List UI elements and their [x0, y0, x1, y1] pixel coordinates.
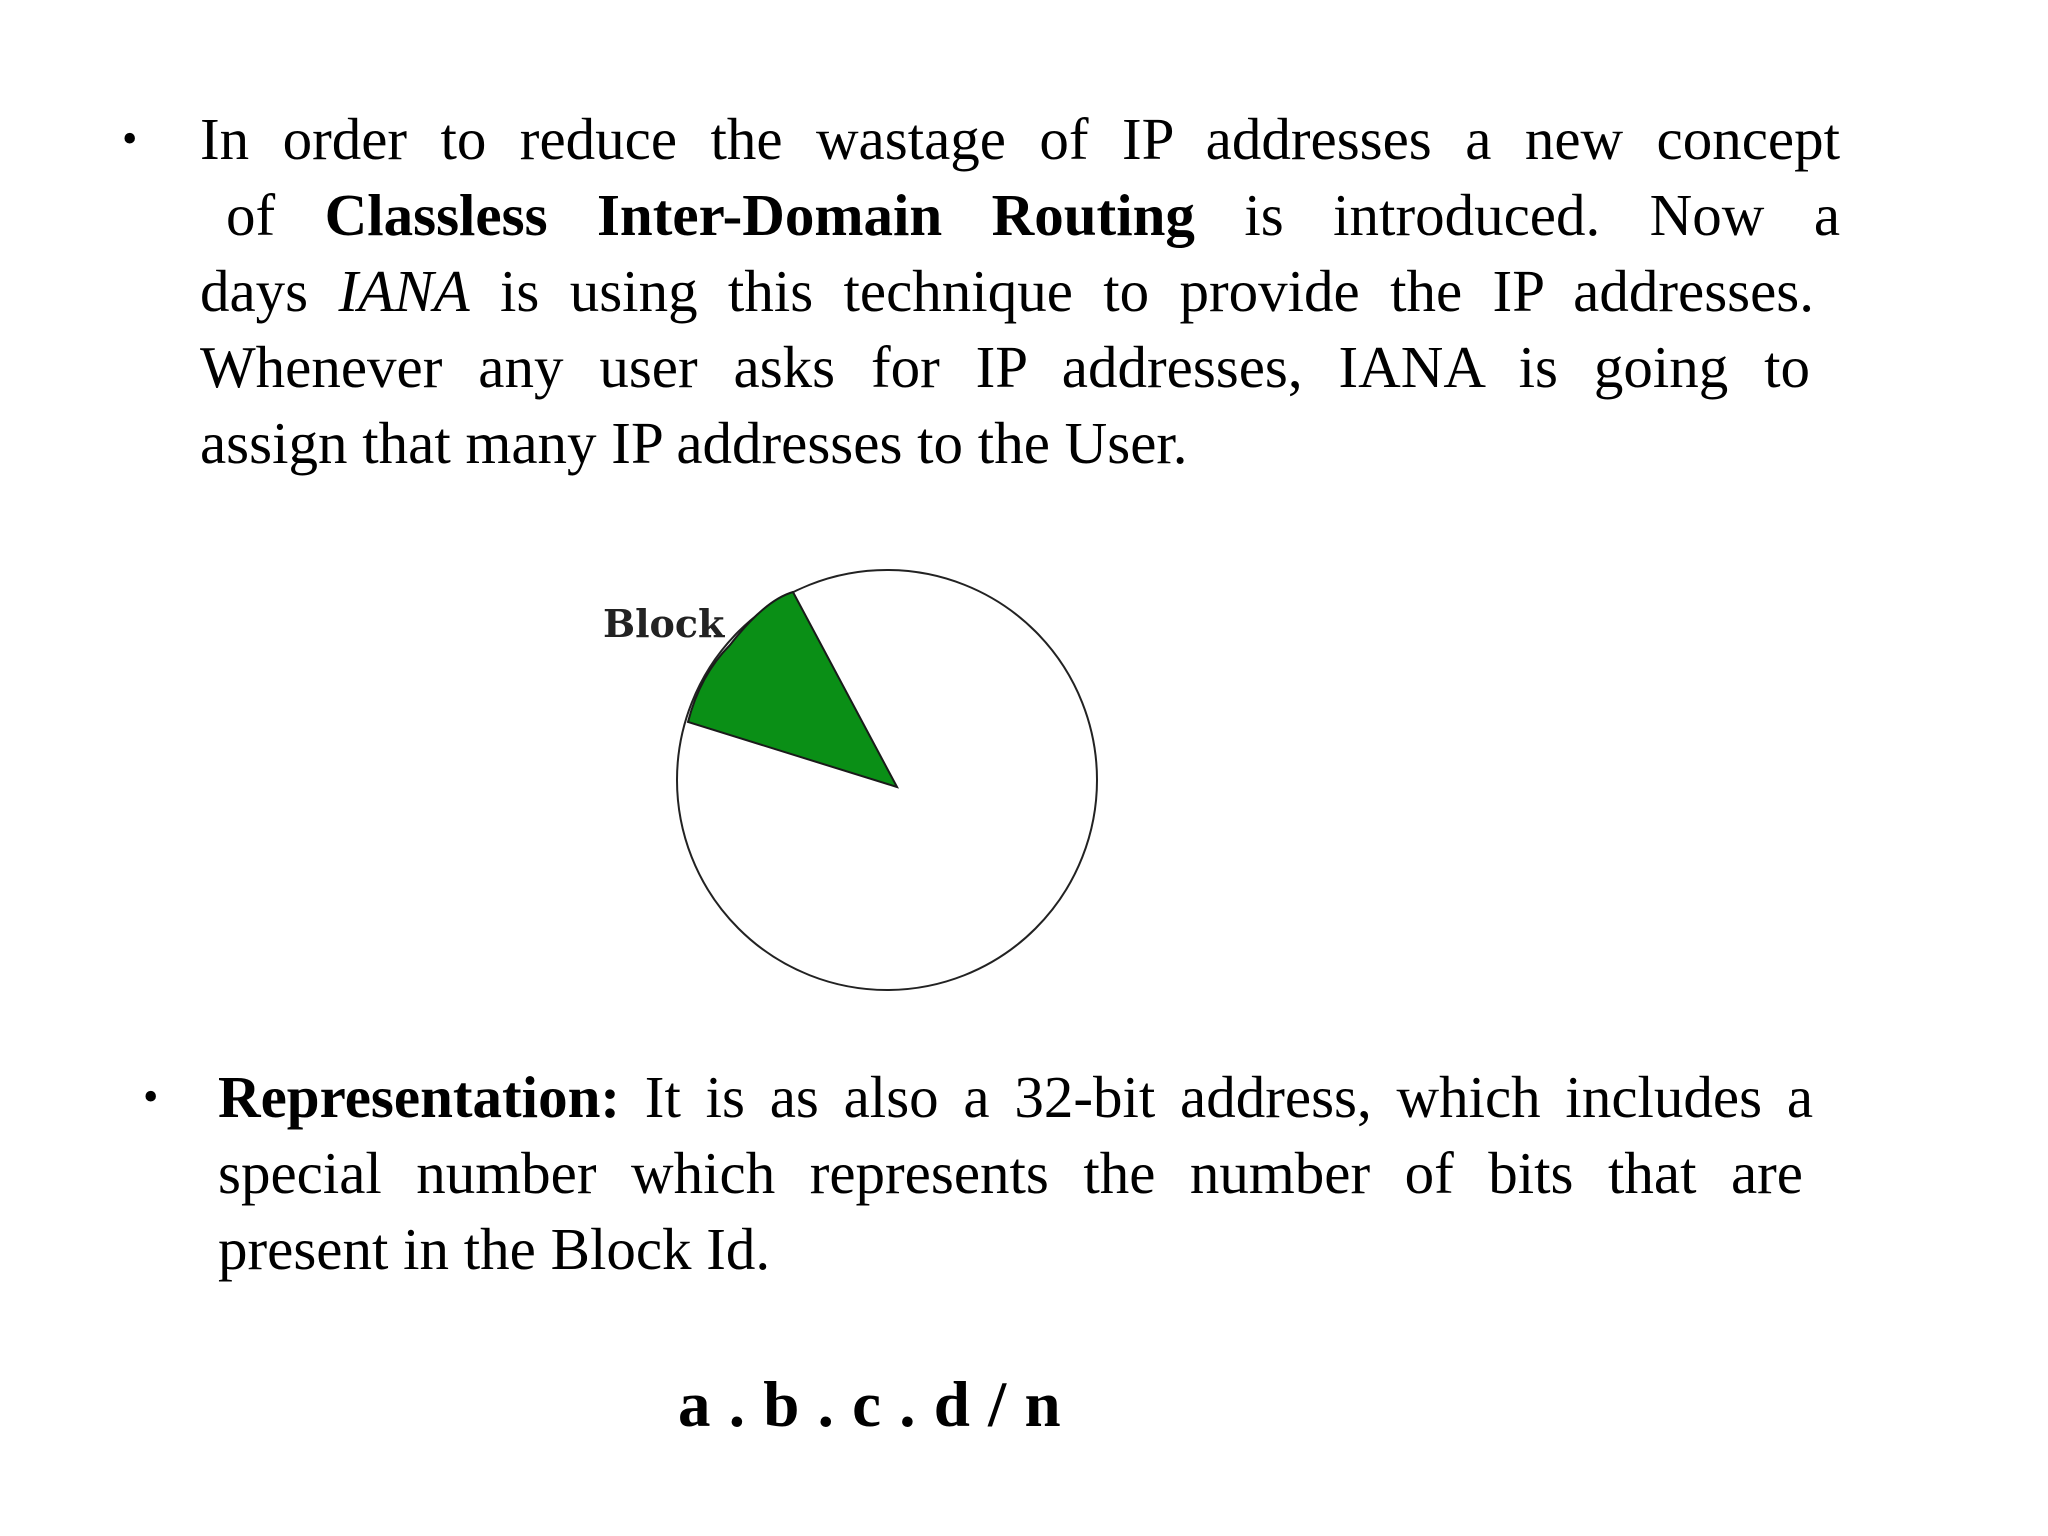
- text-run: In order to reduce the wastage of IP addresses a new concept: [200, 106, 1840, 172]
- text-run: days: [200, 258, 309, 324]
- representation-heading: Representation:: [218, 1064, 621, 1130]
- paragraph-line: [200, 329, 1810, 405]
- paragraph-line: [200, 405, 1840, 481]
- cidr-term: Classless Inter-Domain Routing: [324, 182, 1195, 248]
- cidr-notation: a . b . c . d / n: [678, 1369, 1062, 1441]
- paragraph-line: [218, 1211, 1813, 1287]
- paragraph-line: [200, 101, 1840, 177]
- iana-term: IANA: [338, 258, 470, 324]
- text-run: is using this technique to provide the IP addresses.: [500, 258, 1815, 324]
- text-run: special number which represents the number of bits that are: [218, 1140, 1803, 1206]
- text-run: Whenever any user asks for IP addresses, IANA is going to: [200, 334, 1810, 400]
- bullet-marker: •: [122, 114, 138, 163]
- bullet-marker: •: [143, 1072, 159, 1121]
- address-block-diagram: [580, 555, 1140, 1005]
- block-label: Block: [603, 601, 725, 646]
- text-run: of: [226, 182, 276, 248]
- paragraph-line: [218, 1059, 1813, 1135]
- text-run: is introduced. Now a: [1244, 182, 1841, 248]
- cidr-intro-paragraph: [200, 101, 1840, 481]
- paragraph-line: [200, 253, 1814, 329]
- text-run: It is as also a 32-bit address, which includes a: [644, 1064, 1813, 1130]
- paragraph-line: [200, 177, 1840, 253]
- paragraph-line: [218, 1135, 1803, 1211]
- text-run: present in the Block Id.: [218, 1216, 771, 1282]
- representation-paragraph: [218, 1059, 1818, 1287]
- text-run: assign that many IP addresses to the User.: [200, 410, 1188, 476]
